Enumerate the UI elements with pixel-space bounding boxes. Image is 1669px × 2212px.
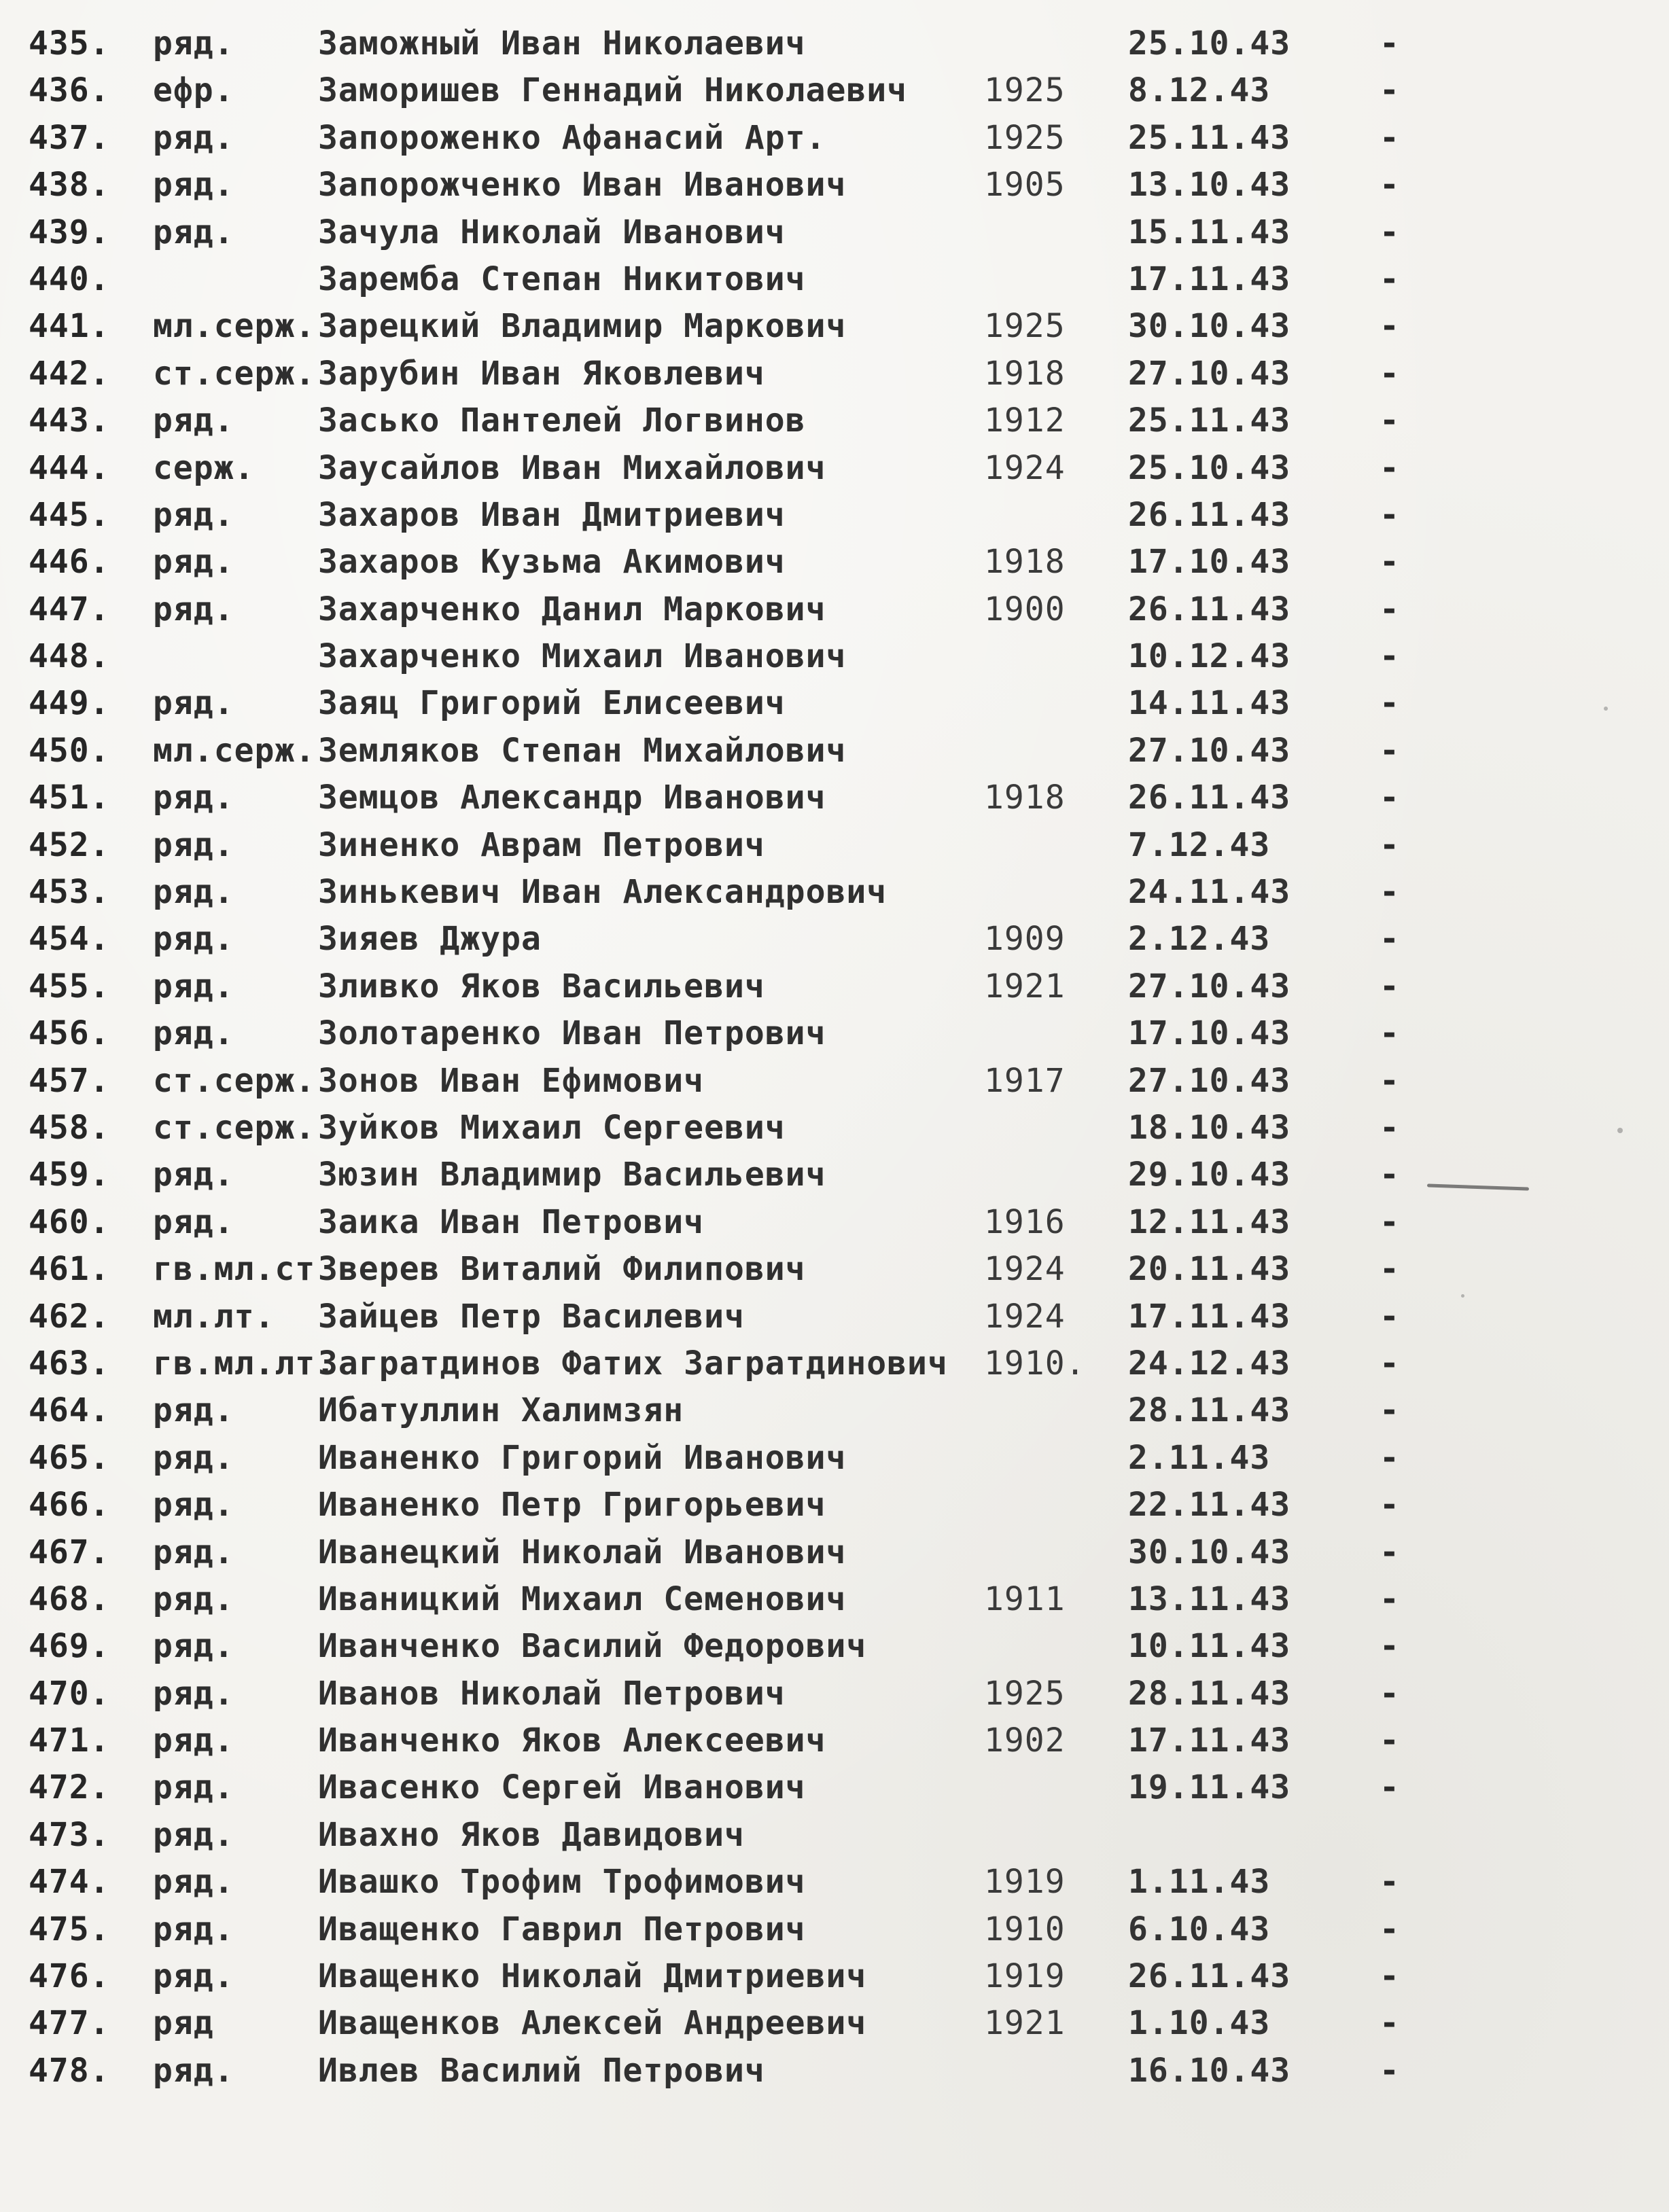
row-number: 435. xyxy=(29,24,110,63)
row-dash-mark: - xyxy=(1380,2051,1400,2090)
row-date: 17.10.43 xyxy=(1128,1014,1291,1053)
row-birth-year: 1918 xyxy=(984,354,1066,393)
row-full-name: Иванецкий Николай Иванович xyxy=(318,1533,847,1571)
row-date: 17.11.43 xyxy=(1128,1297,1291,1336)
row-dash-mark: - xyxy=(1380,684,1400,723)
row-birth-year: 1925 xyxy=(984,1674,1066,1713)
roster-row xyxy=(0,1246,1669,1293)
row-full-name: Иванченко Яков Алексеевич xyxy=(318,1722,826,1760)
row-full-name: Зачула Николай Иванович xyxy=(318,213,786,251)
row-date: 28.11.43 xyxy=(1128,1674,1291,1713)
row-date: 24.11.43 xyxy=(1128,873,1291,912)
row-rank: ряд. xyxy=(153,402,234,440)
row-dash-mark: - xyxy=(1380,1202,1400,1241)
row-rank: мл.серж. xyxy=(153,307,316,346)
row-rank: ряд. xyxy=(153,1627,234,1666)
row-full-name: Ибатуллин Халимзян xyxy=(318,1391,684,1430)
roster-row xyxy=(0,1764,1669,1811)
row-number: 437. xyxy=(29,118,110,157)
row-rank: ряд. xyxy=(153,1957,234,1996)
row-number: 473. xyxy=(29,1815,110,1854)
row-rank: ст.серж. xyxy=(153,1108,316,1147)
row-full-name: Зливко Яков Васильевич xyxy=(318,967,765,1005)
row-date: 27.10.43 xyxy=(1128,1061,1291,1100)
row-number: 454. xyxy=(29,920,110,959)
row-date: 8.12.43 xyxy=(1128,71,1271,110)
row-rank: ряд. xyxy=(153,2051,234,2090)
row-full-name: Засько Пантелей Логвинов xyxy=(318,402,806,440)
row-birth-year: 1912 xyxy=(984,402,1066,440)
roster-row xyxy=(0,256,1669,303)
row-rank: ряд. xyxy=(153,967,234,1005)
row-rank: ряд. xyxy=(153,1486,234,1524)
row-number: 439. xyxy=(29,213,110,251)
row-number: 441. xyxy=(29,307,110,346)
row-number: 440. xyxy=(29,260,110,298)
row-date: 14.11.43 xyxy=(1128,684,1291,723)
row-date: 1.10.43 xyxy=(1128,2004,1271,2043)
row-dash-mark: - xyxy=(1380,260,1400,298)
row-date: 25.11.43 xyxy=(1128,118,1291,157)
row-dash-mark: - xyxy=(1380,1580,1400,1618)
row-date: 1.11.43 xyxy=(1128,1863,1271,1902)
row-rank: ряд. xyxy=(153,118,234,157)
roster-row xyxy=(0,445,1669,492)
row-number: 478. xyxy=(29,2051,110,2090)
row-dash-mark: - xyxy=(1380,1061,1400,1100)
row-date: 25.10.43 xyxy=(1128,448,1291,487)
roster-row xyxy=(0,1812,1669,1859)
row-number: 459. xyxy=(29,1156,110,1194)
roster-row xyxy=(0,67,1669,114)
row-number: 438. xyxy=(29,166,110,204)
roster-row xyxy=(0,1294,1669,1340)
row-number: 464. xyxy=(29,1391,110,1430)
row-date: 6.10.43 xyxy=(1128,1910,1271,1948)
row-number: 455. xyxy=(29,967,110,1005)
row-number: 471. xyxy=(29,1722,110,1760)
row-full-name: Заусайлов Иван Михайлович xyxy=(318,448,826,487)
row-birth-year: 1921 xyxy=(984,967,1066,1005)
row-date: 15.11.43 xyxy=(1128,213,1291,251)
row-dash-mark: - xyxy=(1380,967,1400,1005)
row-date: 30.10.43 xyxy=(1128,307,1291,346)
roster-row xyxy=(0,680,1669,727)
paper-speck xyxy=(1617,1128,1623,1133)
row-birth-year: 1909 xyxy=(984,920,1066,959)
row-date: 7.12.43 xyxy=(1128,825,1271,864)
row-rank: ряд. xyxy=(153,1722,234,1760)
row-dash-mark: - xyxy=(1380,1722,1400,1760)
row-date: 27.10.43 xyxy=(1128,354,1291,393)
roster-row xyxy=(0,1906,1669,1953)
row-rank: ряд. xyxy=(153,1910,234,1948)
row-birth-year: 1925 xyxy=(984,71,1066,110)
row-number: 448. xyxy=(29,637,110,676)
paper-speck xyxy=(1461,1294,1464,1298)
row-date: 29.10.43 xyxy=(1128,1156,1291,1194)
row-full-name: Иваненко Петр Григорьевич xyxy=(318,1486,826,1524)
row-dash-mark: - xyxy=(1380,354,1400,393)
row-dash-mark: - xyxy=(1380,779,1400,817)
row-full-name: Заяц Григорий Елисеевич xyxy=(318,684,786,723)
row-dash-mark: - xyxy=(1380,1156,1400,1194)
row-rank: ряд. xyxy=(153,495,234,534)
row-dash-mark: - xyxy=(1380,166,1400,204)
row-birth-year: 1910 xyxy=(984,1910,1066,1948)
row-rank: ряд. xyxy=(153,684,234,723)
row-number: 476. xyxy=(29,1957,110,1996)
roster-row xyxy=(0,916,1669,963)
row-number: 468. xyxy=(29,1580,110,1618)
row-number: 470. xyxy=(29,1674,110,1713)
roster-row xyxy=(0,303,1669,350)
row-date: 26.11.43 xyxy=(1128,590,1291,628)
row-birth-year: 1919 xyxy=(984,1863,1066,1902)
row-full-name: Иващенко Гаврил Петрович xyxy=(318,1910,806,1948)
row-rank: ряд. xyxy=(153,779,234,817)
roster-row xyxy=(0,1199,1669,1246)
row-full-name: Зуйков Михаил Сергеевич xyxy=(318,1108,786,1147)
roster-row xyxy=(0,1435,1669,1482)
row-full-name: Иванов Николай Петрович xyxy=(318,1674,786,1713)
row-full-name: Иванченко Василий Федорович xyxy=(318,1627,867,1666)
row-dash-mark: - xyxy=(1380,1627,1400,1666)
row-full-name: Зверев Виталий Филипович xyxy=(318,1250,806,1289)
row-full-name: Заможный Иван Николаевич xyxy=(318,24,806,63)
row-full-name: Захаров Иван Дмитриевич xyxy=(318,495,786,534)
row-dash-mark: - xyxy=(1380,2004,1400,2043)
row-birth-year: 1911 xyxy=(984,1580,1066,1618)
row-rank: ряд. xyxy=(153,24,234,63)
row-full-name: Заика Иван Петрович xyxy=(318,1202,705,1241)
row-number: 444. xyxy=(29,448,110,487)
row-number: 474. xyxy=(29,1863,110,1902)
row-full-name: Зиненко Аврам Петрович xyxy=(318,825,765,864)
row-dash-mark: - xyxy=(1380,1768,1400,1807)
row-full-name: Земцов Александр Иванович xyxy=(318,779,826,817)
roster-row xyxy=(0,351,1669,397)
row-number: 467. xyxy=(29,1533,110,1571)
roster-row xyxy=(0,822,1669,869)
row-full-name: Ивлев Василий Петрович xyxy=(318,2051,765,2090)
row-rank: ряд. xyxy=(153,166,234,204)
roster-row xyxy=(0,1859,1669,1906)
row-birth-year: 1918 xyxy=(984,543,1066,582)
row-rank: ст.серж. xyxy=(153,354,316,393)
row-birth-year: 1925 xyxy=(984,118,1066,157)
row-number: 449. xyxy=(29,684,110,723)
row-birth-year: 1918 xyxy=(984,779,1066,817)
row-date: 24.12.43 xyxy=(1128,1344,1291,1382)
row-dash-mark: - xyxy=(1380,1486,1400,1524)
roster-row xyxy=(0,209,1669,256)
row-full-name: Зайцев Петр Василевич xyxy=(318,1297,745,1336)
row-dash-mark: - xyxy=(1380,873,1400,912)
row-rank: серж. xyxy=(153,448,255,487)
row-full-name: Захарченко Михаил Иванович xyxy=(318,637,847,676)
row-rank: ряд. xyxy=(153,1391,234,1430)
roster-row xyxy=(0,963,1669,1010)
row-full-name: Земляков Степан Михайлович xyxy=(318,731,847,770)
row-number: 450. xyxy=(29,731,110,770)
row-rank: ряд. xyxy=(153,920,234,959)
row-rank: ряд. xyxy=(153,590,234,628)
roster-row xyxy=(0,1105,1669,1152)
row-date: 28.11.43 xyxy=(1128,1391,1291,1430)
row-number: 453. xyxy=(29,873,110,912)
row-dash-mark: - xyxy=(1380,590,1400,628)
row-number: 451. xyxy=(29,779,110,817)
row-date: 27.10.43 xyxy=(1128,967,1291,1005)
roster-row xyxy=(0,1387,1669,1434)
row-rank: гв.мл.ст xyxy=(153,1250,316,1289)
row-date: 26.11.43 xyxy=(1128,495,1291,534)
row-rank: гв.мл.лт. xyxy=(153,1344,336,1382)
row-date: 30.10.43 xyxy=(1128,1533,1291,1571)
row-number: 456. xyxy=(29,1014,110,1053)
roster-row xyxy=(0,1953,1669,2000)
row-rank: ряд. xyxy=(153,1156,234,1194)
row-birth-year: 1919 xyxy=(984,1957,1066,1996)
roster-row xyxy=(0,1482,1669,1529)
row-date: 26.11.43 xyxy=(1128,779,1291,817)
row-full-name: Зарецкий Владимир Маркович xyxy=(318,307,847,346)
roster-row xyxy=(0,728,1669,774)
row-date: 17.11.43 xyxy=(1128,1722,1291,1760)
roster-row xyxy=(0,20,1669,67)
roster-row xyxy=(0,162,1669,209)
row-dash-mark: - xyxy=(1380,448,1400,487)
row-date: 16.10.43 xyxy=(1128,2051,1291,2090)
row-rank: ряд. xyxy=(153,1438,234,1477)
row-number: 446. xyxy=(29,543,110,582)
row-full-name: Иващенков Алексей Андреевич xyxy=(318,2004,867,2043)
roster-row xyxy=(0,539,1669,586)
roster-row xyxy=(0,1152,1669,1198)
row-date: 27.10.43 xyxy=(1128,731,1291,770)
row-number: 463. xyxy=(29,1344,110,1382)
row-full-name: Иваницкий Михаил Семенович xyxy=(318,1580,847,1618)
row-date: 2.12.43 xyxy=(1128,920,1271,959)
row-number: 477. xyxy=(29,2004,110,2043)
row-full-name: Ивашко Трофим Трофимович xyxy=(318,1863,806,1902)
row-rank: ряд. xyxy=(153,1815,234,1854)
row-number: 445. xyxy=(29,495,110,534)
roster-row xyxy=(0,1340,1669,1387)
row-dash-mark: - xyxy=(1380,495,1400,534)
row-dash-mark: - xyxy=(1380,1957,1400,1996)
row-full-name: Запороженко Афанасий Арт. xyxy=(318,118,826,157)
row-full-name: Загратдинов Фатих Загратдинович xyxy=(318,1344,948,1382)
row-birth-year: 1924 xyxy=(984,1250,1066,1289)
row-dash-mark: - xyxy=(1380,1250,1400,1289)
roster-row xyxy=(0,492,1669,539)
row-rank: ряд. xyxy=(153,1533,234,1571)
row-dash-mark: - xyxy=(1380,543,1400,582)
row-number: 475. xyxy=(29,1910,110,1948)
row-rank: ряд. xyxy=(153,1863,234,1902)
row-birth-year: 1924 xyxy=(984,448,1066,487)
row-dash-mark: - xyxy=(1380,1438,1400,1477)
row-rank: ст.серж. xyxy=(153,1061,316,1100)
row-birth-year: 1924 xyxy=(984,1297,1066,1336)
row-rank: ряд xyxy=(153,2004,214,2043)
row-full-name: Захарченко Данил Маркович xyxy=(318,590,826,628)
row-number: 462. xyxy=(29,1297,110,1336)
row-rank: ряд. xyxy=(153,1768,234,1807)
row-rank: ряд. xyxy=(153,213,234,251)
row-number: 461. xyxy=(29,1250,110,1289)
row-rank: ряд. xyxy=(153,1674,234,1713)
row-full-name: Иваненко Григорий Иванович xyxy=(318,1438,847,1477)
row-birth-year: 1916 xyxy=(984,1202,1066,1241)
row-date: 25.10.43 xyxy=(1128,24,1291,63)
row-number: 442. xyxy=(29,354,110,393)
row-dash-mark: - xyxy=(1380,920,1400,959)
roster-row xyxy=(0,1058,1669,1105)
row-number: 452. xyxy=(29,825,110,864)
row-birth-year: 1917 xyxy=(984,1061,1066,1100)
row-date: 10.12.43 xyxy=(1128,637,1291,676)
row-number: 465. xyxy=(29,1438,110,1477)
row-dash-mark: - xyxy=(1380,71,1400,110)
row-full-name: Запорожченко Иван Иванович xyxy=(318,166,847,204)
row-rank: мл.серж. xyxy=(153,731,316,770)
row-date: 19.11.43 xyxy=(1128,1768,1291,1807)
row-number: 472. xyxy=(29,1768,110,1807)
row-full-name: Захаров Кузьма Акимович xyxy=(318,543,786,582)
row-full-name: Зарубин Иван Яковлевич xyxy=(318,354,765,393)
roster-row xyxy=(0,1623,1669,1670)
row-date: 13.10.43 xyxy=(1128,166,1291,204)
row-birth-year: 1902 xyxy=(984,1722,1066,1760)
row-rank: мл.лт. xyxy=(153,1297,275,1336)
roster-row xyxy=(0,774,1669,821)
roster-row xyxy=(0,115,1669,162)
row-dash-mark: - xyxy=(1380,731,1400,770)
roster-row xyxy=(0,869,1669,916)
row-number: 460. xyxy=(29,1202,110,1241)
row-dash-mark: - xyxy=(1380,213,1400,251)
row-full-name: Зюзин Владимир Васильевич xyxy=(318,1156,826,1194)
row-number: 443. xyxy=(29,402,110,440)
row-number: 469. xyxy=(29,1627,110,1666)
row-full-name: Ивасенко Сергей Иванович xyxy=(318,1768,806,1807)
row-number: 447. xyxy=(29,590,110,628)
row-date: 13.11.43 xyxy=(1128,1580,1291,1618)
row-dash-mark: - xyxy=(1380,1297,1400,1336)
row-birth-year: 1910. xyxy=(984,1344,1086,1382)
row-full-name: Зияев Джура xyxy=(318,920,542,959)
row-date: 2.11.43 xyxy=(1128,1438,1271,1477)
row-rank: ряд. xyxy=(153,825,234,864)
row-birth-year: 1921 xyxy=(984,2004,1066,2043)
row-dash-mark: - xyxy=(1380,1910,1400,1948)
row-date: 10.11.43 xyxy=(1128,1627,1291,1666)
row-full-name: Зонов Иван Ефимович xyxy=(318,1061,705,1100)
row-dash-mark: - xyxy=(1380,1344,1400,1382)
row-dash-mark: - xyxy=(1380,402,1400,440)
row-dash-mark: - xyxy=(1380,825,1400,864)
row-date: 17.11.43 xyxy=(1128,260,1291,298)
row-dash-mark: - xyxy=(1380,1391,1400,1430)
roster-row xyxy=(0,2000,1669,2047)
roster-row xyxy=(0,1010,1669,1057)
row-full-name: Заморишев Геннадий Николаевич xyxy=(318,71,908,110)
row-date: 25.11.43 xyxy=(1128,402,1291,440)
row-date: 18.10.43 xyxy=(1128,1108,1291,1147)
row-rank: ряд. xyxy=(153,1014,234,1053)
row-date: 17.10.43 xyxy=(1128,543,1291,582)
row-number: 458. xyxy=(29,1108,110,1147)
row-rank: ефр. xyxy=(153,71,234,110)
row-birth-year: 1905 xyxy=(984,166,1066,204)
row-dash-mark: - xyxy=(1380,118,1400,157)
roster-row xyxy=(0,1576,1669,1623)
row-full-name: Зинькевич Иван Александрович xyxy=(318,873,888,912)
roster-row xyxy=(0,397,1669,444)
row-dash-mark: - xyxy=(1380,637,1400,676)
casualty-roster-list xyxy=(0,20,1669,2094)
roster-row xyxy=(0,1529,1669,1576)
row-full-name: Ивахно Яков Давидович xyxy=(318,1815,745,1854)
row-full-name: Иващенко Николай Дмитриевич xyxy=(318,1957,867,1996)
row-number: 466. xyxy=(29,1486,110,1524)
roster-row xyxy=(0,2048,1669,2094)
roster-row xyxy=(0,1717,1669,1764)
roster-row xyxy=(0,1671,1669,1717)
paper-speck xyxy=(1604,707,1608,711)
row-full-name: Заремба Степан Никитович xyxy=(318,260,806,298)
row-date: 20.11.43 xyxy=(1128,1250,1291,1289)
row-dash-mark: - xyxy=(1380,307,1400,346)
row-number: 436. xyxy=(29,71,110,110)
row-dash-mark: - xyxy=(1380,24,1400,63)
row-date: 26.11.43 xyxy=(1128,1957,1291,1996)
row-full-name: Золотаренко Иван Петрович xyxy=(318,1014,826,1053)
row-birth-year: 1900 xyxy=(984,590,1066,628)
row-dash-mark: - xyxy=(1380,1108,1400,1147)
row-rank: ряд. xyxy=(153,1580,234,1618)
row-dash-mark: - xyxy=(1380,1533,1400,1571)
row-dash-mark: - xyxy=(1380,1674,1400,1713)
row-date: 22.11.43 xyxy=(1128,1486,1291,1524)
row-rank: ряд. xyxy=(153,543,234,582)
row-rank: ряд. xyxy=(153,873,234,912)
roster-row xyxy=(0,633,1669,680)
row-dash-mark: - xyxy=(1380,1863,1400,1902)
row-dash-mark: - xyxy=(1380,1014,1400,1053)
row-rank: ряд. xyxy=(153,1202,234,1241)
roster-row xyxy=(0,586,1669,633)
row-number: 457. xyxy=(29,1061,110,1100)
row-date: 12.11.43 xyxy=(1128,1202,1291,1241)
row-birth-year: 1925 xyxy=(984,307,1066,346)
